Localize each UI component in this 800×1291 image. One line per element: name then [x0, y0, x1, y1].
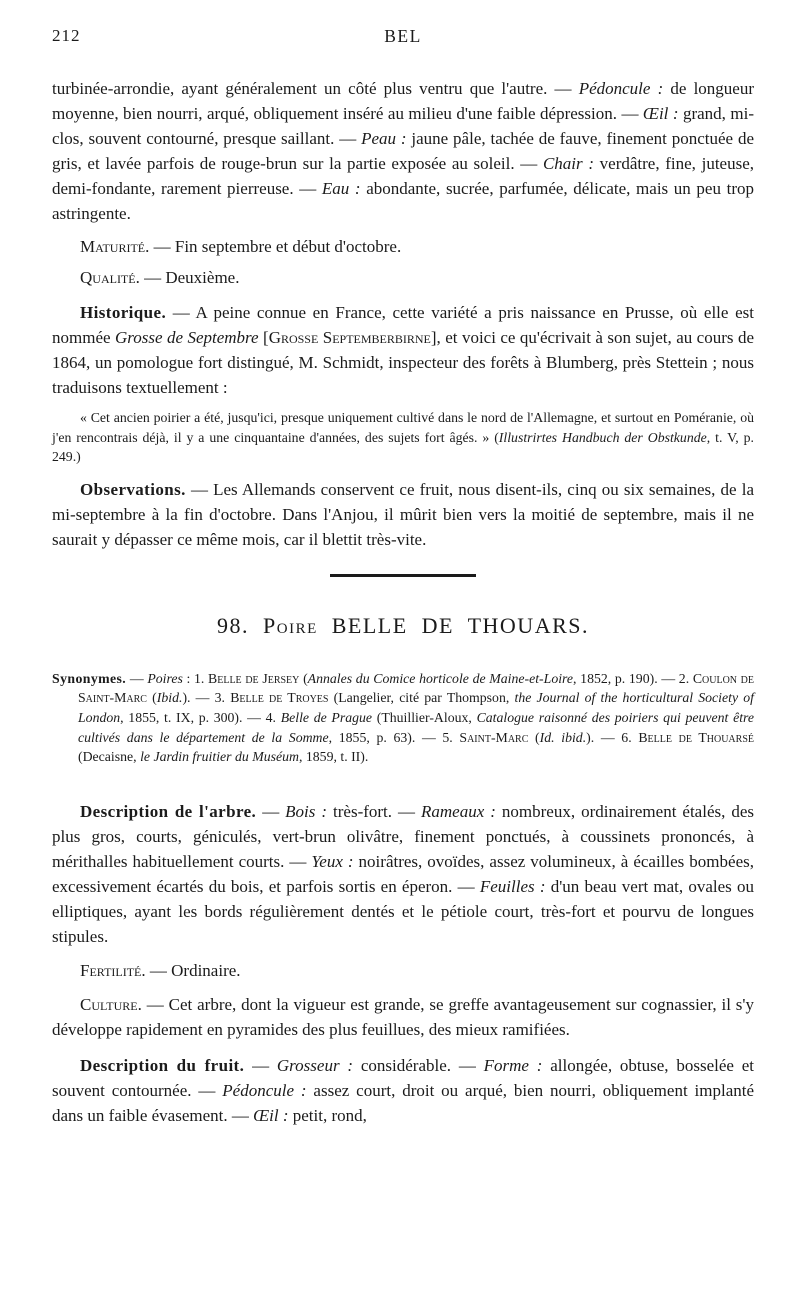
text-segment: Bois :	[285, 801, 328, 821]
text-segment: Annales du Comice horticole de Maine-et-Loire	[307, 670, 574, 686]
text-segment: ). — 6.	[586, 729, 639, 745]
text-segment: (Langelier, cité par Thompson,	[328, 690, 515, 706]
text-segment: Belle de Prague	[280, 709, 373, 725]
text-segment: Poire	[263, 612, 318, 638]
paragraph-fruit-description	[52, 1053, 754, 1128]
text-segment: — Les Allemands conservent ce fruit, nous disent-ils, cinq ou six semaines, de la mi-septembre à la fin d'octobre. Dans l'Anjou, il mûrit bien vers la moitié de septembre, mais il ne saurait y dépasser ce même mois, car il blettit très-vite.	[52, 479, 754, 549]
text-segment: (Decaisne,	[78, 749, 141, 765]
text-segment: Synonymes.	[52, 670, 127, 686]
text-segment: Feuilles :	[479, 876, 546, 896]
text-segment: , t. V, p. 249.)	[52, 429, 754, 465]
text-segment: : 1.	[182, 670, 209, 686]
quotation-block	[52, 408, 754, 467]
text-segment: Rameaux :	[421, 801, 496, 821]
text-segment: , 1852, p. 190). — 2.	[573, 670, 693, 686]
section-separator-rule	[330, 574, 476, 577]
paragraph-culture	[52, 992, 754, 1042]
text-segment: , 1859, t. II).	[298, 749, 369, 765]
text-segment: . — Fin septembre et début d'octobre.	[145, 237, 402, 256]
text-segment: petit, rond,	[288, 1105, 367, 1125]
text-segment: Belle de Thouarsé	[638, 729, 754, 745]
text-segment: Grosse de Septembre	[114, 328, 259, 347]
text-segment: Fertilité	[80, 960, 142, 980]
text-segment: BELLE DE THOUARS.	[317, 612, 589, 638]
variety-heading	[52, 613, 754, 639]
text-segment: Maturité	[80, 237, 146, 256]
text-segment: Pédoncule :	[578, 79, 664, 98]
text-segment: jaune pâle, tachée de fauve, finement ponctuée de gris, et lavée parfois de rouge-brun sur la partie exposée au soleil. —	[52, 129, 755, 173]
text-segment: —	[244, 1055, 277, 1075]
text-segment: noirâtres, ovoïdes, assez volumineux, à écailles bombées, excessivement écartés du bois, et parfois sortis en éperon. —	[52, 851, 754, 896]
text-segment: —	[256, 801, 286, 821]
text-segment: Saint-Marc	[459, 729, 529, 745]
maturity-line	[52, 234, 754, 259]
text-segment: Observations.	[80, 479, 186, 499]
text-segment: le Jardin fruitier du Muséum	[140, 749, 299, 765]
quality-line	[52, 265, 754, 290]
text-segment: considérable. —	[353, 1055, 484, 1075]
paragraph-tree-description	[52, 799, 754, 949]
text-segment: 98.	[217, 612, 263, 638]
text-segment: Eau :	[321, 179, 361, 198]
text-segment: Catalogue raisonné des poiriers qui peuvent être cultivés dans le département de la Somme	[78, 709, 755, 745]
text-segment: grand, mi-clos, souvent contourné, presque saillant. —	[52, 104, 754, 148]
text-segment: Illustrirtes Handbuch der Obstkunde	[498, 429, 707, 445]
text-segment: Poires	[147, 670, 183, 686]
text-segment: Id. ibid.	[539, 729, 587, 745]
text-segment: assez court, droit ou arqué, bien nourri, obliquement implanté dans un faible évasement. —	[52, 1080, 755, 1125]
text-segment: d'un beau vert mat, ovales ou elliptiques, ayant les bords régulièrement dentés et le pétiole court, très-fort et pourvu de longues stipules.	[52, 876, 755, 946]
text-segment: Chair :	[542, 154, 594, 173]
text-segment: Ibid.	[156, 690, 183, 706]
text-segment: ). — 3.	[182, 690, 231, 706]
running-header: BEL	[384, 26, 422, 46]
text-segment: Belle de Jersey	[208, 670, 300, 686]
text-segment: ], et voici ce qu'écrivait à son sujet, au cours de 1864, un pomologue fort distingué, M. Schmidt, inspecteur des forêts à Blumberg, près Stettein ; nous traduisons textuellement :	[52, 328, 754, 397]
fertility-line	[52, 958, 754, 983]
text-segment: . — Ordinaire.	[141, 960, 241, 980]
paragraph-fruit-continuation	[52, 76, 754, 226]
text-segment: . — Deuxième.	[135, 268, 240, 287]
page-number: 212	[52, 26, 81, 45]
text-segment: allongée, obtuse, bosselée et souvent contournée. —	[52, 1055, 755, 1100]
text-segment: (	[528, 729, 540, 745]
text-segment: , 1855, p. 63). — 5.	[328, 729, 460, 745]
paragraph-historique	[52, 300, 754, 400]
text-segment: Belle de Troyes	[230, 690, 329, 706]
page-header	[52, 26, 754, 50]
text-segment: — A peine connue en France, cette variété a pris naissance en Prusse, où elle est nommée	[52, 303, 754, 347]
text-segment: Œil :	[642, 104, 679, 123]
paragraph-synonymes	[52, 669, 754, 767]
text-segment: . — Cet arbre, dont la vigueur est grande, se greffe avantageusement sur cognassier, il s'y développe rapidement en pyramides des plus feuillues, des mieux ramifiées.	[52, 994, 754, 1039]
text-segment: the Journal of the horticultural Society of London	[78, 690, 755, 725]
text-segment: Yeux :	[311, 851, 354, 871]
text-segment: Qualité	[80, 268, 136, 287]
text-segment: [	[258, 328, 269, 347]
text-segment: Description de l'arbre.	[80, 801, 257, 821]
text-segment: (	[146, 690, 157, 706]
text-segment: nombreux, ordinairement étalés, des plus gros, courts, géniculés, vert-brun olivâtre, finement ponctués, à coussinets prononcés, à mérithalles habituellement courts. —	[52, 801, 754, 871]
text-segment: Description du fruit.	[80, 1055, 245, 1075]
text-segment: de longueur moyenne, bien nourri, arqué, obliquement inséré au milieu d'une faible dépression. —	[52, 79, 754, 123]
text-segment: —	[126, 670, 148, 686]
text-segment: Œil :	[253, 1105, 289, 1125]
text-segment: abondante, sucrée, parfumée, délicate, mais un peu trop astringente.	[52, 179, 754, 223]
text-segment: verdâtre, fine, juteuse, demi-fondante, rarement pierreuse. —	[52, 154, 755, 198]
text-segment: (Thuillier-Aloux,	[372, 709, 477, 725]
text-segment: , 1855, t. IX, p. 300). — 4.	[120, 709, 281, 725]
paragraph-observations	[52, 477, 754, 552]
text-segment: Grosse Septemberbirne	[268, 328, 431, 347]
text-segment: Peau :	[361, 129, 407, 148]
text-segment: très-fort. —	[327, 801, 422, 821]
text-segment: Forme :	[483, 1055, 543, 1075]
text-segment: Coulon de Saint-Marc	[78, 670, 755, 706]
text-segment: turbinée-arrondie, ayant généralement un côté plus ventru que l'autre. —	[52, 79, 579, 98]
text-segment: « Cet ancien poirier a été, jusqu'ici, presque uniquement cultivé dans le nord de l'Allemagne, et surtout en Poméranie, où j'en rencontrais déjà, il y a une cinquantaine d'années, des sujets fort âgés. » (	[52, 410, 754, 445]
text-segment: Culture	[80, 994, 138, 1014]
text-segment: (	[299, 670, 308, 686]
text-segment: Pédoncule :	[222, 1080, 307, 1100]
text-segment: Grosseur :	[276, 1055, 354, 1075]
text-segment: Historique.	[80, 303, 167, 322]
